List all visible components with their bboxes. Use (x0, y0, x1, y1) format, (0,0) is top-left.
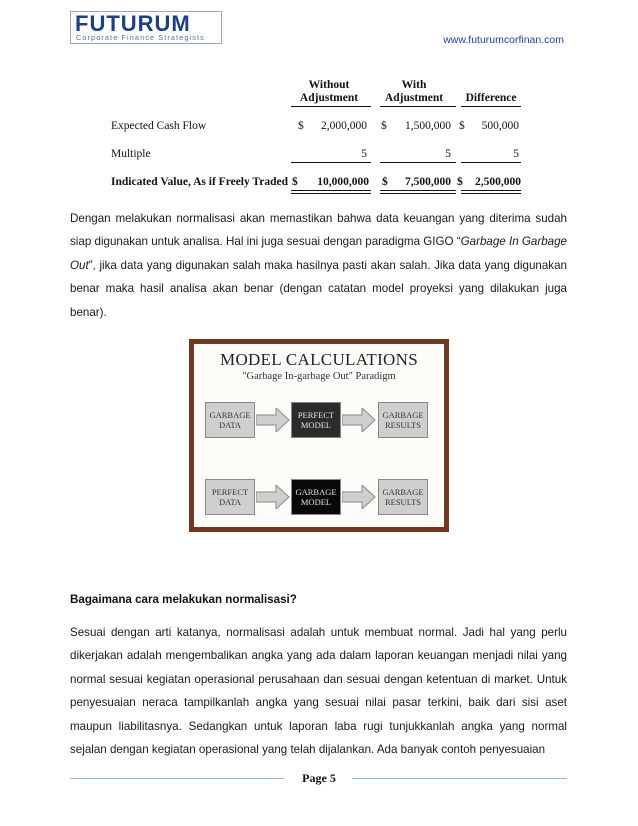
cell-currency: $ (459, 120, 465, 132)
figure-subtitle: "Garbage In-garbage Out" Paradigm (242, 371, 396, 382)
col-header-difference-line2: Difference (465, 92, 517, 104)
cell-value: 500,000 (481, 120, 519, 132)
box-line2: DATA (219, 420, 241, 430)
box-line1: PERFECT (297, 410, 335, 420)
cell-currency: $ (292, 176, 298, 188)
col-header-difference (457, 79, 525, 105)
right-arrow-icon (342, 485, 376, 509)
cell-value: 2,000,000 (321, 120, 367, 132)
col-header-with-line2: Adjustment (384, 92, 444, 104)
box-line1: GARBAGE (295, 487, 337, 497)
col-header-with-line1: With (401, 79, 427, 91)
right-arrow-icon (256, 408, 290, 432)
box-line2: MODEL (300, 497, 332, 507)
col-header-without-line2: Adjustment (299, 92, 359, 104)
page-number: Page 5 (302, 771, 336, 785)
box-garbage-results (378, 479, 428, 515)
company-logo (70, 11, 222, 44)
right-arrow-icon (342, 408, 376, 432)
header-underline (291, 106, 371, 107)
cell-value: 5 (445, 148, 451, 160)
logo-tagline: Corporate Finance Strategists (76, 33, 205, 42)
box-line1: GARBAGE (382, 410, 424, 420)
double-underline (380, 193, 456, 194)
section-heading: Bagaimana cara melakukan normalisasi? (70, 593, 297, 606)
para1-italic-term: Garbage In Garbage Out (70, 235, 567, 272)
para1-text-start: Dengan melakukan normalisasi akan memastikan bahwa data keuangan yang diterima sudah siap digunakan untuk analisa. Hal ini juga sesuai dengan paradigma GIGO “ (70, 212, 567, 249)
double-underline (380, 190, 456, 191)
box-line1: GARBAGE (209, 410, 251, 420)
row-label-indicated-value: Indicated Value, As if Freely Traded (111, 176, 288, 188)
cell-currency: $ (457, 176, 463, 188)
box-garbage-results (378, 402, 428, 438)
para1-text-end: ”, jika data yang digunakan salah maka hasilnya pasti akan salah. Jika data yang digunakan benar maka hasil analisa akan benar (dengan catatan model proyeksi yang dilakukan juga benar). (70, 258, 567, 319)
box-line2: DATA (219, 497, 241, 507)
right-arrow-icon (256, 485, 290, 509)
box-perfect-model (291, 402, 341, 438)
cell-currency: $ (298, 120, 304, 132)
cell-value: 5 (361, 148, 367, 160)
col-header-without-line1: Without (308, 79, 350, 91)
cell-currency: $ (382, 176, 388, 188)
box-line2: RESULTS (384, 420, 422, 430)
header-underline (461, 106, 521, 107)
double-underline (291, 190, 371, 191)
box-line2: RESULTS (384, 497, 422, 507)
cell-value: 2,500,000 (475, 176, 521, 188)
cell-currency: $ (381, 120, 387, 132)
box-line1: PERFECT (211, 487, 249, 497)
box-line2: MODEL (300, 420, 332, 430)
col-header-without (290, 79, 368, 105)
box-perfect-data (205, 479, 255, 515)
row-underline (291, 162, 371, 163)
model-calculations-figure (189, 339, 449, 532)
box-line1: GARBAGE (382, 487, 424, 497)
cell-value: 10,000,000 (317, 176, 369, 188)
row-underline (380, 162, 456, 163)
col-header-difference-line1 (457, 79, 525, 92)
header-underline (380, 106, 456, 107)
website-url[interactable]: www.futurumcorfinan.com (443, 34, 564, 46)
box-garbage-data (205, 402, 255, 438)
col-header-with (375, 79, 453, 105)
box-garbage-model (291, 479, 341, 515)
row-label-expected-cash-flow: Expected Cash Flow (111, 120, 207, 132)
double-underline (291, 193, 371, 194)
double-underline (461, 190, 521, 191)
logo-wordmark: FUTURUM (75, 11, 191, 36)
figure-inner (194, 344, 444, 527)
cell-value: 1,500,000 (405, 120, 451, 132)
paragraph-normalization-how: Sesuai dengan arti katanya, normalisasi adalah untuk membuat normal. Jadi hal yang perlu dikerjakan adalah mengembalikan angka yang ada dalam laporan keuangan menjadi nilai yang normal sesuai kegiatan operasional perusahaan dan sesuai dengan ketentuan di market. Untuk penyesuaian neraca tampilkanlah angka yang sesuai nilai pasar terkini, baik dari sisi aset maupun liabilitasnya. Sedangkan untuk laporan laba rugi tunjukkanlah angka yang normal sejalan dengan kegiatan operasional yang telah dijalankan. Ada banyak contoh penyesuaian (70, 626, 567, 757)
row-underline (461, 162, 521, 163)
figure-title: MODEL CALCULATIONS (220, 350, 418, 369)
row-label-multiple: Multiple (111, 148, 151, 160)
double-underline (461, 193, 521, 194)
cash-flow-table (105, 77, 525, 197)
cell-value: 7,500,000 (405, 176, 451, 188)
cell-value: 5 (513, 148, 519, 160)
paragraph-normalization-gigo (70, 207, 567, 324)
